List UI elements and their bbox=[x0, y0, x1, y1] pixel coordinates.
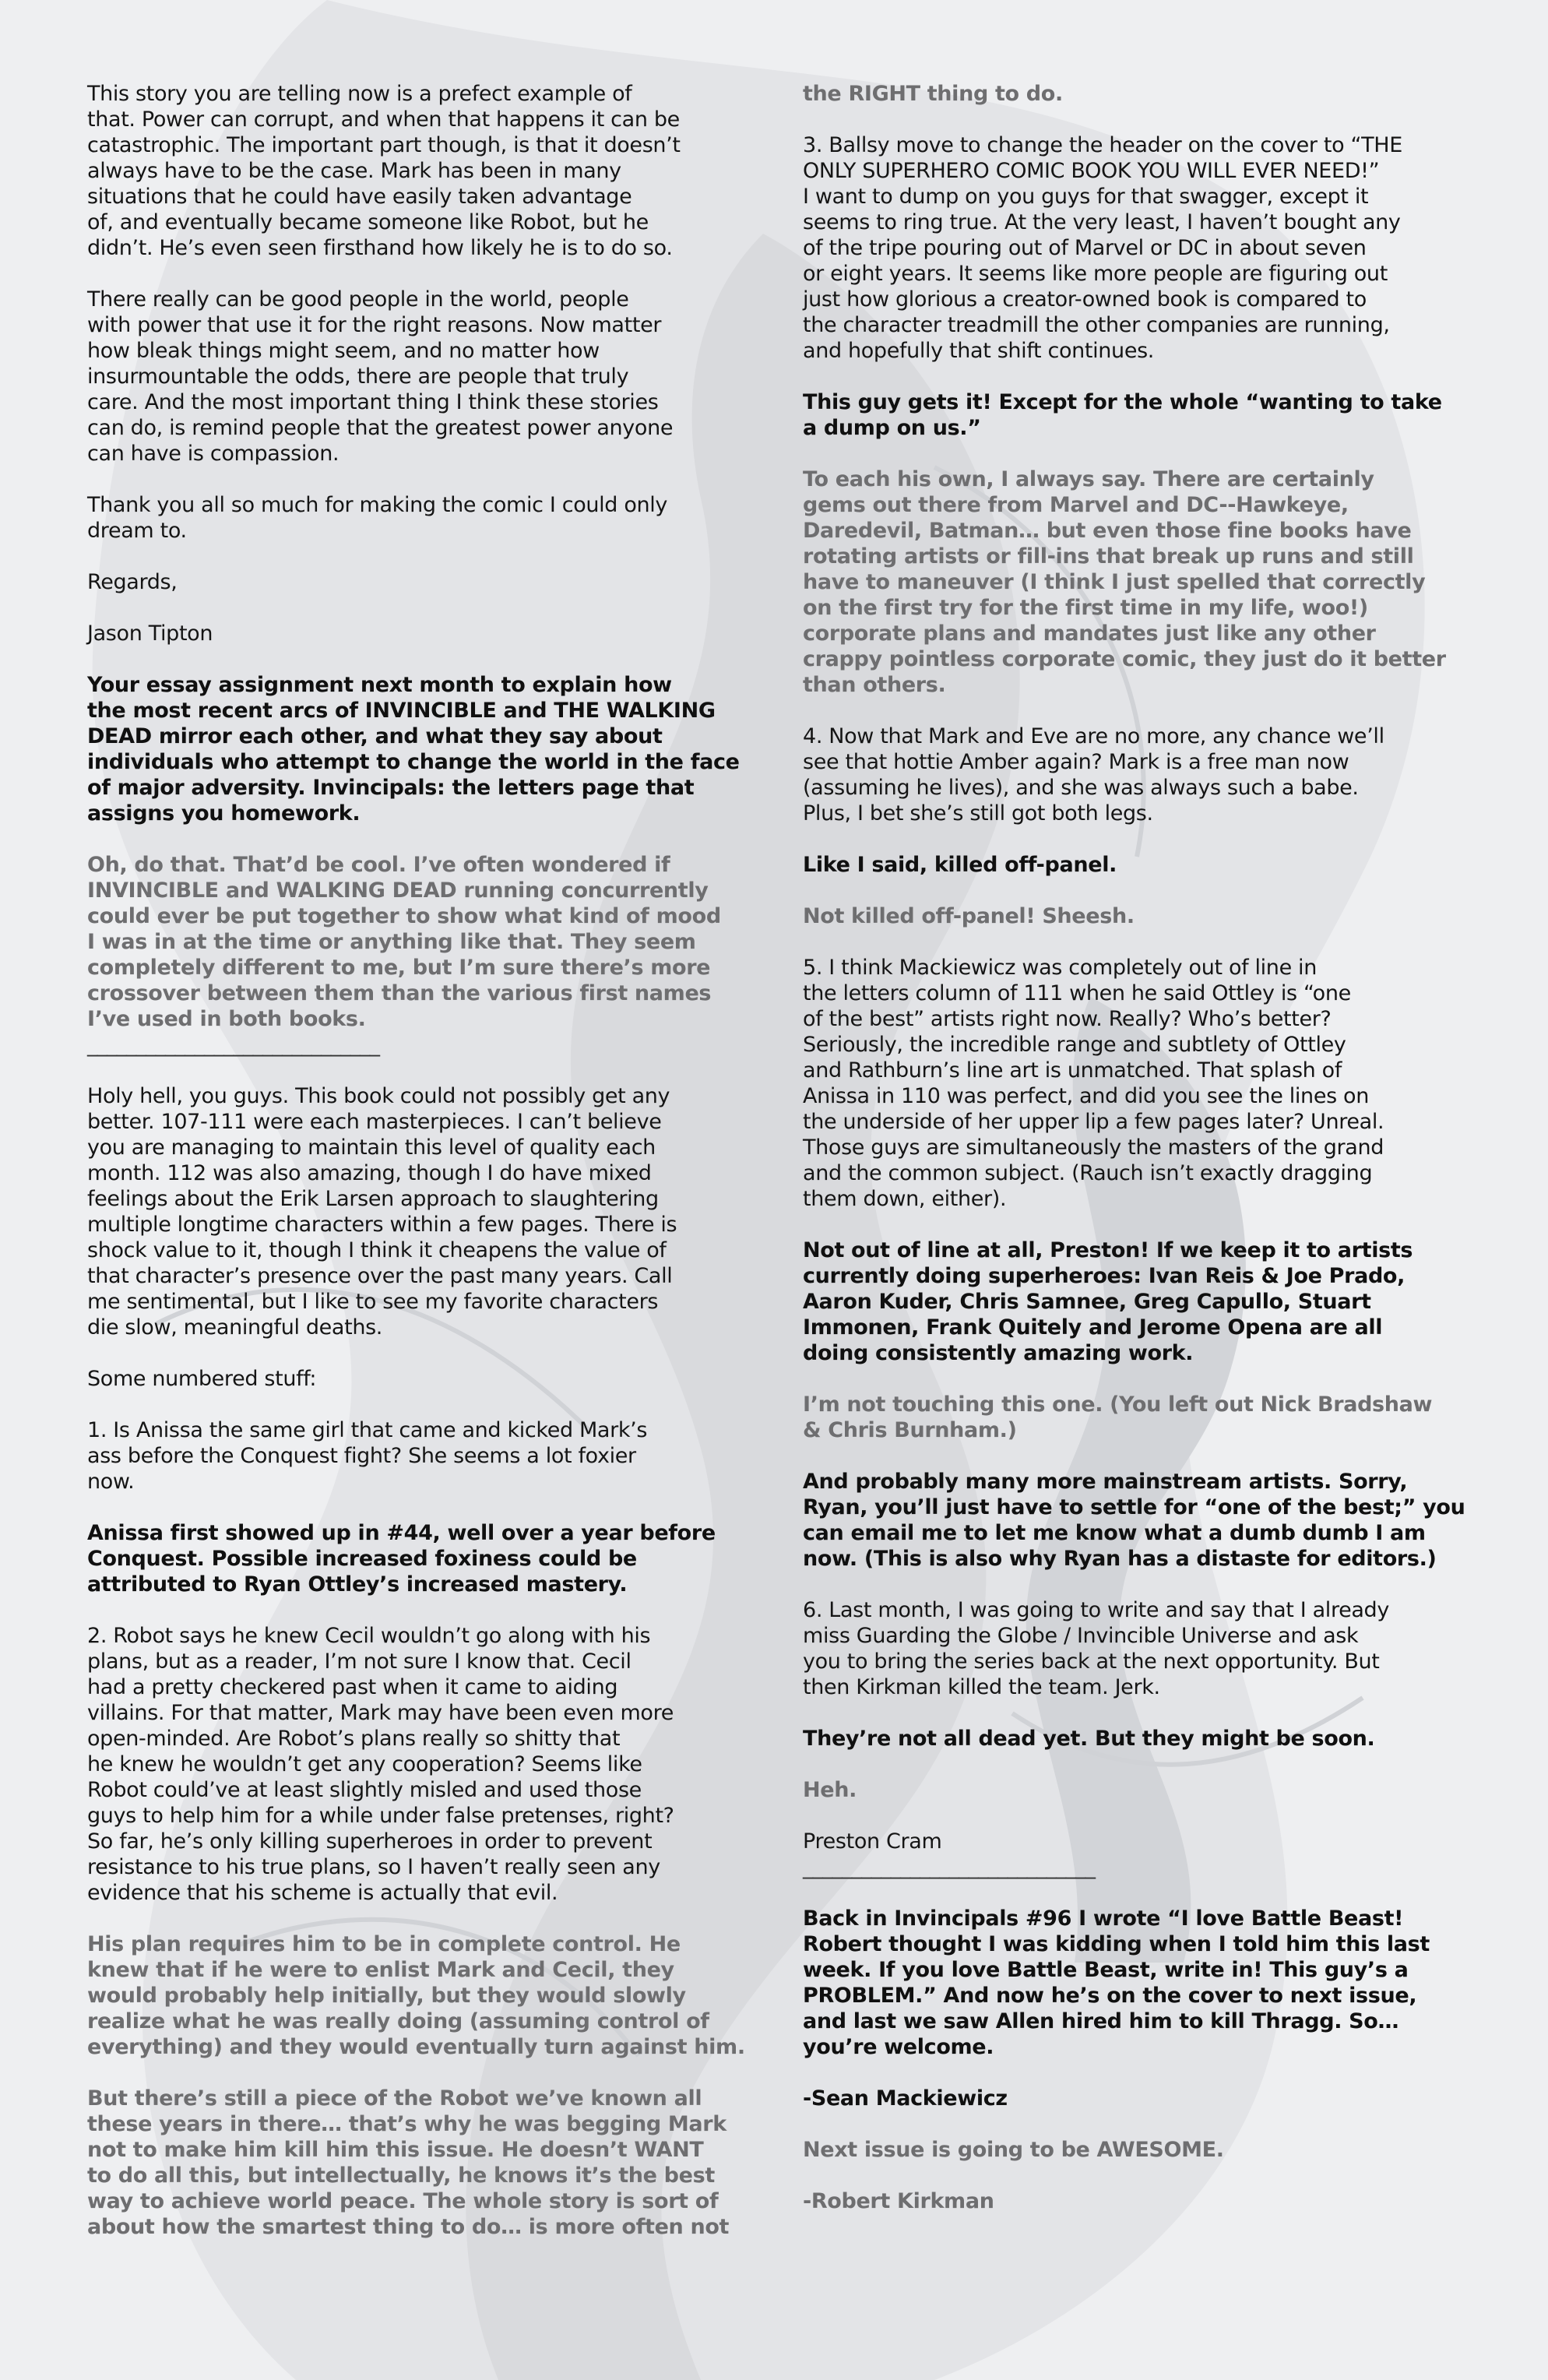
left-reader-letter-text: Holy hell, you guys. This book could not possibly get any better. 107-111 were each masterpieces. I can’t believe you are managing to maintain this level of quality each month. 112 was also amazing, though I do have mixed feelings about the Erik Larsen approach to slaughtering multiple longtime characters within a few pages. There is shock value to it, though I think it cheapens the value of that character’s presence over the past many years. Call me sentimental, but I like to see my favorite characters die slow, meaningful deaths. bbox=[87, 1084, 677, 1340]
left-reader-letter-text: There really can be good people in the world, people with power that use it for the right reasons. Now matter how bleak things might seem, and no matter how insurmountable the odds, there are people that truly care. And the most important thing I think these stories can do, is remind people that the greatest power anyone can have is compassion. bbox=[87, 287, 674, 466]
left-reader-letter-text: Regards, bbox=[87, 570, 178, 594]
right-kirkman-response: -Robert Kirkman bbox=[803, 2189, 994, 2213]
right-reader-letter-text: 5. I think Mackiewicz was completely out of line in the letters column of 111 when he said Ottley is “one of the best” artists right now. Really? Who’s better? Seriously, the incredible range and subtlety of Ottley and Rathburn’s line art is unmatched. That splash of Anissa in 110 was perfect, and did you see the lines on the underside of her upper lip a few pages later? Unreal. Those guys are simultaneously the masters of the grand and the common subject. (Rauch isn’t exactly dragging them down, either). bbox=[803, 956, 1384, 1211]
left-reader-letter-text: 2. Robot says he knew Cecil wouldn’t go along with his plans, but as a reader, I’m not sure I know that. Cecil had a pretty checkered past when it came to aiding villains. For that matter, Mark may have been even more open-minded. Are Robot’s plans really so shitty that he knew he wouldn’t get any cooperation? Seems like Robot could’ve at least slightly misled and used those guys to help him for a while under false pretenses, right? So far, he’s only killing superheroes in order to prevent resistance to his true plans, so I haven’t really seen any evidence that his scheme is actually that evil. bbox=[87, 1624, 674, 1905]
left-reader-letter-text: Some numbered stuff: bbox=[87, 1367, 317, 1391]
right-editor-response: And probably many more mainstream artists. Sorry, Ryan, you’ll just have to settle for “one of the best;” you can email me to let me know what a dumb dumb I am now. (This is also why Ryan has a distaste for editors.) bbox=[803, 1470, 1465, 1571]
right-editor-response: This guy gets it! Except for the whole “wanting to take a dump on us.” bbox=[803, 390, 1442, 440]
left-editor-response: Anissa first showed up in #44, well over a year before Conquest. Possible increased foxiness could be attributed to Ryan Ottley’s increased mastery. bbox=[87, 1521, 716, 1597]
right-editor-response: Like I said, killed off-panel. bbox=[803, 853, 1117, 877]
right-reader-letter-text: Preston Cram bbox=[803, 1829, 942, 1854]
left-reader-letter-text: Thank you all so much for making the comic I could only dream to. bbox=[87, 493, 668, 543]
right-letter-divider: ______________________________ bbox=[803, 1855, 1095, 1879]
right-editor-response: -Sean Mackiewicz bbox=[803, 2086, 1008, 2111]
right-kirkman-response: To each his own, I always say. There are certainly gems out there from Marvel and DC--Hawkeye, Daredevil, Batman… but even those fine books have rotating artists or fill-ins that break up runs and still have to maneuver (I think I just spelled that correctly on the first try for the first time in my life, woo!) corporate plans and mandates just like any other crappy pointless corporate comic, they just do it better than others. bbox=[803, 467, 1446, 697]
right-reader-letter-text: 3. Ballsy move to change the header on the cover to “THE ONLY SUPERHERO COMIC BOOK YOU WILL EVER NEED!” I want to dump on you guys for that swagger, except it seems to ring true. At the very least, I haven’t bought any of the tripe pouring out of Marvel or DC in about seven or eight years. It seems like more people are figuring out just how glorious a creator-owned book is compared to the character treadmill the other companies are running, and hopefully that shift continues. bbox=[803, 133, 1402, 363]
right-column bbox=[803, 81, 1488, 2240]
right-kirkman-response: Not killed off-panel! Sheesh. bbox=[803, 904, 1135, 928]
left-kirkman-response: His plan requires him to be in complete control. He knew that if he were to enlist Mark and Cecil, they would probably help initially, but they would slowly realize what he was really doing (assuming control of everything) and they would eventually turn against him. bbox=[87, 1932, 745, 2059]
left-kirkman-response: But there’s still a piece of the Robot we’ve known all these years in there… that’s why he was begging Mark not to make him kill him this issue. He doesn’t WANT to do all this, but intellectually, he knows it’s the best way to achieve world peace. The whole story is sort of about how the smartest thing to do… is more often not bbox=[87, 2086, 730, 2239]
left-column bbox=[87, 81, 780, 2266]
right-kirkman-response: I’m not touching this one. (You left out Nick Bradshaw & Chris Burnham.) bbox=[803, 1392, 1433, 1442]
right-reader-letter-text: 4. Now that Mark and Eve are no more, any chance we’ll see that hottie Amber again? Mark is a free man now (assuming he lives), and she was always such a babe. Plus, I bet she’s still got both legs. bbox=[803, 724, 1384, 826]
left-reader-letter-text: Jason Tipton bbox=[87, 621, 213, 646]
right-editor-response: They’re not all dead yet. But they might be soon. bbox=[803, 1727, 1375, 1751]
right-kirkman-response: Next issue is going to be AWESOME. bbox=[803, 2138, 1224, 2162]
left-kirkman-response: Oh, do that. That’d be cool. I’ve often wondered if INVINCIBLE and WALKING DEAD running concurrently could ever be put together to show what kind of mood I was in at the time or anything like that. They seem completely different to me, but I’m sure there’s more crossover between them than the various first names I’ve used in both books. bbox=[87, 853, 721, 1031]
right-reader-letter-text: 6. Last month, I was going to write and say that I already miss Guarding the Globe / Invincible Universe and ask you to bring the series back at the next opportunity. But then Kirkman killed the team. Jerk. bbox=[803, 1598, 1389, 1699]
right-editor-response: Not out of line at all, Preston! If we keep it to artists currently doing superheroes: Ivan Reis & Joe Prado, Aaron Kuder, Chris Samnee, Greg Capullo, Stuart Immonen, Frank Quitely and Jerome Opena are all doing consistently amazing work. bbox=[803, 1238, 1413, 1365]
left-editor-response: Your essay assignment next month to explain how the most recent arcs of INVINCIBLE and THE WALKING DEAD mirror each other, and what they say about individuals who attempt to change the world in the face of major adversity. Invincipals: the letters page that assigns you homework. bbox=[87, 673, 740, 826]
right-editor-response: Back in Invincipals #96 I wrote “I love Battle Beast! Robert thought I was kidding when I told him this last week. If you love Battle Beast, write in! This guy’s a PROBLEM.” And now he’s on the cover to next issue, and last we saw Allen hired him to kill Thragg. So… you’re welcome. bbox=[803, 1906, 1430, 2059]
left-reader-letter-text: 1. Is Anissa the same girl that came and kicked Mark’s ass before the Conquest fight? She seems a lot foxier now. bbox=[87, 1418, 648, 1494]
left-letter-divider: ______________________________ bbox=[87, 1033, 379, 1057]
right-kirkman-response: the RIGHT thing to do. bbox=[803, 82, 1063, 106]
left-reader-letter-text: This story you are telling now is a prefect example of that. Power can corrupt, and when that happens it can be catastrophic. The important part though, is that it doesn’t always have to be the case. Mark has been in many situations that he could have easily taken advantage of, and eventually became someone like Robot, but he didn’t. He’s even seen firsthand how likely he is to do so. bbox=[87, 82, 681, 260]
right-kirkman-response: Heh. bbox=[803, 1778, 857, 1802]
